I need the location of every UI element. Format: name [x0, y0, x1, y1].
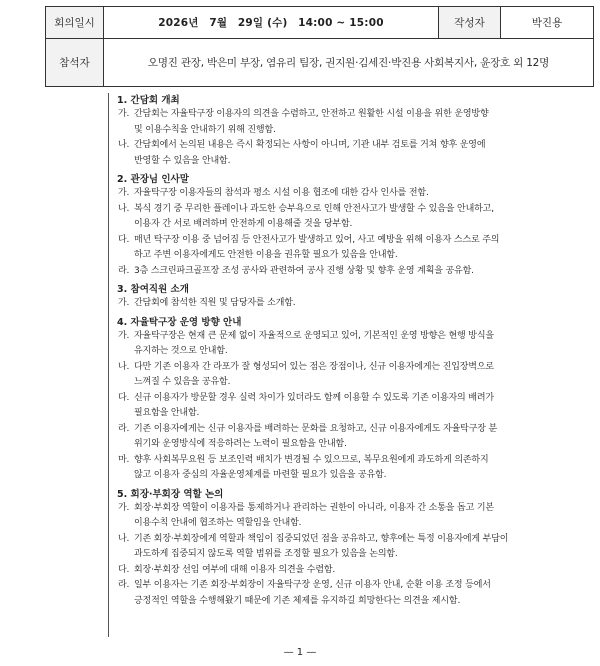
section-title: 4. 자율탁구장 운영 방향 안내 — [117, 316, 242, 328]
item-marker: 다. — [118, 234, 130, 245]
agenda-item — [117, 532, 528, 563]
item-marker: 라. — [118, 580, 130, 590]
item-text: 기존 이용자에게는 신규 이용자를 배려하는 문화를 요청하고, 신규 이용자에게도 자율탁구장 분 위기와 운영방식에 적응하려는 노력이 필요함을 안내함. — [134, 423, 498, 449]
item-text: 기존 회장·부회장에게 역할과 책임이 집중되었던 점을 공유하고, 향후에는 특정 이용자에게 부담이 과도하게 집중되지 않도록 역할 범위를 조정할 필요가 있음을 논의함. — [134, 533, 509, 559]
item-marker: 가. — [118, 109, 130, 119]
agenda-item — [117, 453, 528, 484]
item-marker: 나. — [118, 533, 130, 544]
agenda-item — [117, 233, 528, 264]
agenda-section — [117, 94, 528, 169]
agenda-item — [117, 578, 528, 609]
agenda-item — [117, 391, 528, 422]
item-text: 회장·부회장 선임 여부에 대해 이용자 의견을 수렴함. — [134, 564, 336, 575]
agenda-item — [117, 422, 528, 453]
item-text: 자율탁구장은 현재 큰 문제 없이 자율적으로 운영되고 있어, 기본적인 운영 방향은 현행 방식을 유지하는 것으로 안내함. — [134, 330, 494, 356]
minutes-body — [108, 93, 528, 637]
item-marker: 나. — [118, 361, 130, 372]
item-marker: 나. — [118, 140, 130, 150]
item-marker: 나. — [118, 203, 130, 214]
section-title: 2. 관장님 인사말 — [117, 174, 189, 185]
agenda-section — [117, 316, 528, 484]
author-value: 박진용 — [501, 7, 594, 39]
section-title: 3. 참여직원 소개 — [117, 284, 189, 295]
item-text: 매년 탁구장 이용 중 넘어짐 등 안전사고가 발생하고 있어, 사고 예방을 위해 이용자 스스로 주의 하고 주변 이용자에게도 안전한 이용을 권유할 필요가 있음을 안내함. — [134, 234, 500, 260]
item-text: 간담회에 참석한 직원 및 담당자를 소개함. — [134, 298, 296, 308]
agenda-section — [117, 488, 528, 610]
agenda-item — [117, 329, 528, 360]
agenda-section — [117, 283, 528, 312]
item-marker: 다. — [118, 392, 130, 403]
item-marker: 가. — [118, 298, 130, 308]
item-text: 자율탁구장 이용자들의 참석과 평소 시설 이용 협조에 대한 감사 인사를 전함. — [134, 188, 429, 198]
item-marker: 다. — [118, 564, 130, 575]
item-marker: 라. — [118, 423, 130, 434]
item-text: 다만 기존 이용자 간 라포가 잘 형성되어 있는 점은 장점이나, 신규 이용자에게는 진입장벽으로 느껴질 수 있음을 공유함. — [134, 361, 494, 387]
date-value: 2026년 7월 29일 (수) 14:00 ~ 15:00 — [104, 7, 439, 39]
agenda-item — [117, 501, 528, 532]
agenda-item — [117, 296, 528, 312]
item-text: 간담회에서 논의된 내용은 즉시 확정되는 사항이 아니며, 기관 내부 검토를 거쳐 향후 운영에 반영할 수 있음을 안내함. — [134, 140, 486, 166]
item-text: 간담회는 자율탁구장 이용자의 의견을 수렴하고, 안전하고 원활한 시설 이용을 위한 운영방향 및 이용수칙을 안내하기 위해 진행함. — [134, 109, 489, 135]
item-text: 신규 이용자가 방문할 경우 실력 차이가 있더라도 함께 이용할 수 있도록 기존 이용자의 배려가 필요함을 안내함. — [134, 392, 494, 418]
agenda-item — [117, 202, 528, 233]
attendees-value: 오명진 관장, 박은미 부장, 염유리 팀장, 권지원·김세진·박진용 사회복지사, 윤장호 외 12명 — [104, 39, 594, 87]
section-title: 5. 회장·부회장 역할 논의 — [117, 488, 224, 500]
section-title: 1. 간담회 개최 — [117, 95, 180, 106]
date-label: 회의일시 — [46, 7, 104, 39]
item-text: 향후 사회복무요원 등 보조인력 배치가 변경될 수 있으므로, 복무요원에게 과도하게 의존하지 않고 이용자 중심의 자율운영체계를 마련할 필요가 있음을 공유함. — [134, 454, 489, 480]
author-label: 작성자 — [439, 7, 501, 39]
item-text: 회장·부회장 역할이 이용자를 통제하거나 관리하는 권한이 아니라, 이용자 간 소통을 돕고 기본 이용수칙 안내에 협조하는 역할임을 안내함. — [134, 502, 494, 528]
item-text: 일부 이용자는 기존 회장·부회장이 자율탁구장 운영, 신규 이용자 안내, 순환 이용 조정 등에서 긍정적인 역할을 수행해왔기 때문에 기존 체제를 유지하길 희망한다는 의견을 제시함. — [134, 580, 491, 606]
agenda-item — [117, 107, 528, 138]
item-marker: 마. — [118, 454, 130, 465]
item-marker: 가. — [118, 330, 130, 341]
agenda-section — [117, 173, 528, 279]
item-text: 3층 스크린파크골프장 조성 공사와 관련하여 공사 진행 상황 및 향후 운영 계획을 공유함. — [134, 265, 474, 276]
agenda-item — [117, 264, 528, 280]
item-text: 복식 경기 중 무리한 플레이나 과도한 승부욕으로 인해 안전사고가 발생할 수 있음을 안내하고, 이용자 간 서로 배려하며 안전하게 이용해줄 것을 당부함. — [134, 203, 494, 229]
item-marker: 라. — [118, 265, 130, 276]
agenda-item — [117, 186, 528, 202]
attendees-label: 참석자 — [46, 39, 104, 87]
agenda-item — [117, 138, 528, 169]
meeting-info-table — [45, 6, 594, 87]
item-marker: 가. — [118, 502, 130, 513]
page-number: — 1 — — [283, 647, 317, 658]
agenda-item — [117, 360, 528, 391]
agenda-item — [117, 563, 528, 579]
item-marker: 가. — [118, 188, 130, 198]
